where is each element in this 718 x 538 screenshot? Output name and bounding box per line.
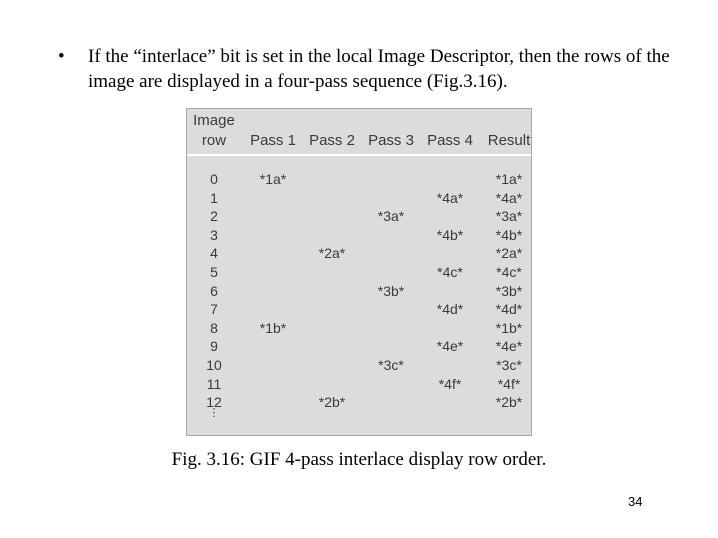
header-image-row-line-2: row: [201, 132, 227, 149]
pass-4-entry: *4f*: [438, 375, 462, 392]
header-divider: [187, 154, 531, 156]
pass-4-entry: *4b*: [436, 226, 464, 243]
pass-1-entry: *1b*: [259, 319, 287, 336]
row-number: 1: [210, 189, 218, 206]
page-number: 34: [628, 494, 643, 509]
row-number: 0: [210, 171, 218, 187]
continuation-dots: ⋮: [208, 407, 220, 419]
header-result: Result: [487, 132, 531, 149]
row-number: 10: [206, 357, 222, 373]
result-entry: *1a*: [495, 171, 523, 187]
row-number: 6: [210, 282, 218, 299]
pass-2-entry: *2b*: [318, 394, 346, 411]
header-pass-4: Pass 4: [427, 132, 473, 149]
result-entry: *3c*: [496, 357, 522, 373]
interlace-table-figure: [186, 108, 532, 436]
result-entry: *3a*: [495, 208, 523, 225]
result-entry: *4a*: [495, 189, 523, 206]
row-number: 9: [210, 338, 218, 355]
pass-3-entry: *3a*: [377, 208, 405, 225]
row-number: 4: [210, 245, 218, 262]
pass-2-entry: *2a*: [318, 245, 346, 262]
row-number: 8: [210, 319, 218, 336]
row-number: 3: [210, 226, 218, 243]
pass-4-entry: *4d*: [436, 301, 464, 318]
pass-4-entry: *4e*: [436, 338, 464, 355]
figure-caption: Fig. 3.16: GIF 4-pass interlace display row order.: [171, 449, 547, 470]
result-entry: *2b*: [495, 394, 523, 411]
result-entry: *4e*: [495, 338, 523, 355]
row-number: 5: [210, 264, 218, 280]
bullet-text: If the “interlace” bit is set in the local Image Descriptor, then the rows of the image are displayed in a four-pass sequence (Fig.3.16).: [88, 46, 670, 92]
pass-3-entry: *3c*: [378, 357, 404, 373]
header-pass-2: Pass 2: [309, 132, 355, 149]
result-entry: *4c*: [496, 264, 522, 280]
result-entry: *4b*: [495, 226, 523, 243]
row-number: 11: [206, 375, 222, 392]
result-entry: *2a*: [495, 245, 523, 262]
row-number: 12: [206, 394, 222, 411]
result-entry: *1b*: [495, 319, 523, 336]
pass-4-entry: *4a*: [436, 189, 464, 206]
pass-3-entry: *3b*: [377, 282, 405, 299]
result-entry: *4f*: [497, 375, 521, 392]
result-entry: *3b*: [495, 282, 523, 299]
header-image-row-line-1: Image: [193, 112, 235, 129]
pass-1-entry: *1a*: [259, 171, 287, 187]
row-number: 7: [210, 301, 218, 318]
bullet-marker: •: [58, 46, 65, 67]
pass-4-entry: *4c*: [437, 264, 463, 280]
row-number: 2: [210, 208, 218, 225]
header-pass-3: Pass 3: [368, 132, 414, 149]
result-entry: *4d*: [495, 301, 523, 318]
header-pass-1: Pass 1: [250, 132, 296, 149]
